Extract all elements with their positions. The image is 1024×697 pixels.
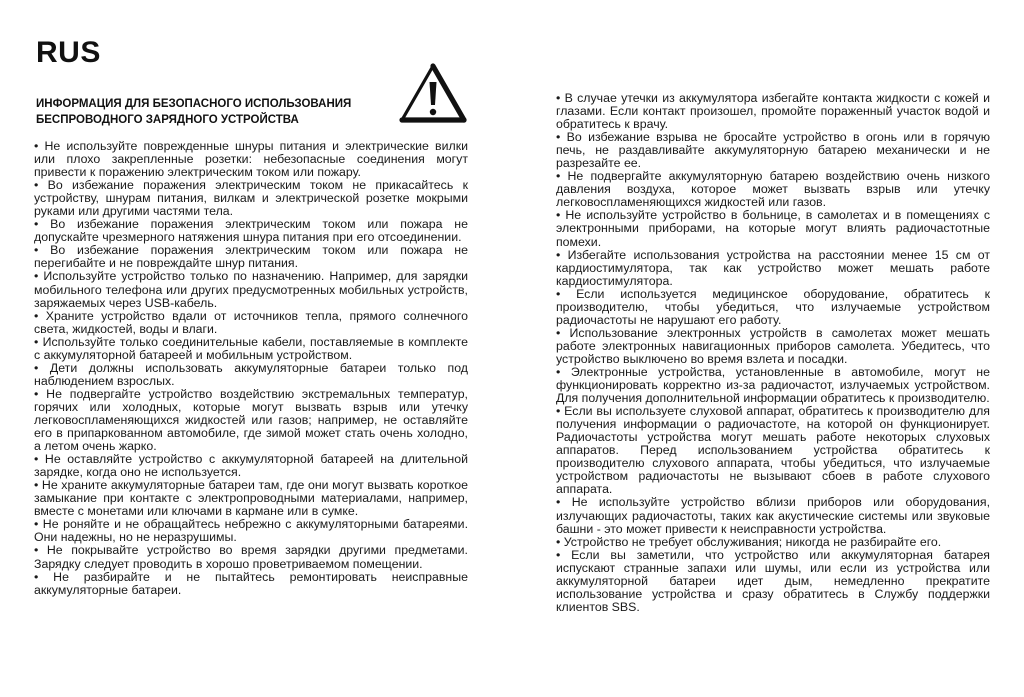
safety-paragraph: • Не покрывайте устройство во время зарядки другими предметами. Зарядку следует проводить в хорошо проветриваемом помещении. <box>34 543 468 571</box>
safety-paragraph: • Не используйте устройство вблизи приборов или оборудования, излучающих радиочастоты, таких как акустические системы или звуковые башни - это может привести к неисправности устройства. <box>556 495 990 536</box>
safety-paragraph: • Не храните аккумуляторные батареи там, где они могут вызвать короткое замыкание при контакте с электропроводными материалами, например, вместе с монетами или ключами в кармане или в сумке. <box>34 478 468 519</box>
safety-paragraph: • Не подвергайте устройство воздействию экстремальных температур, горячих или холодных, которые могут вызвать взрыв или утечку легковоспламеняющихся жидкостей или газов; например, не оставляйте его в припаркованном автомобиле, где зимой может стать очень холодно, а летом очень жарко. <box>34 386 468 454</box>
safety-paragraph: • Если используется медицинское оборудование, обратитесь к производителю, чтобы убедиться, что излучаемые устройством радиочастоты не нарушают его работу. <box>556 286 990 327</box>
safety-paragraph: • Во избежание поражения электрическим током или пожара не допускайте чрезмерного натяжения шнура питания при его отсоединении. <box>34 217 468 245</box>
warning-icon <box>398 62 468 124</box>
safety-paragraph: • Во избежание поражения электрическим током или пожара не перегибайте и не повреждайте шнур питания. <box>34 243 468 271</box>
safety-paragraph: • Не используйте устройство в больнице, в самолетах и в помещениях с электронными приборами, на которые могут влиять радиочастотные помехи. <box>556 208 990 249</box>
safety-paragraph: • Во избежание взрыва не бросайте устройство в огонь или в горячую печь, не раздавливайте аккумуляторную батарею механически и не разрезайте ее. <box>556 130 990 171</box>
safety-paragraph: • Дети должны использовать аккумуляторные батареи только под наблюдением взрослых. <box>34 360 468 388</box>
safety-paragraph: • Не подвергайте аккумуляторную батарею воздействию очень низкого давления воздуха, которое может вызвать взрыв или утечку легковоспламеняющихся жидкостей или газов. <box>556 169 990 210</box>
section-heading <box>36 96 396 128</box>
safety-paragraph: • Не роняйте и не обращайтесь небрежно с аккумуляторными батареями. Они надежны, но не неразрушимы. <box>34 517 468 545</box>
section-heading-line: БЕСПРОВОДНОГО ЗАРЯДНОГО УСТРОЙСТВА <box>36 114 299 126</box>
safety-paragraph: • Использование электронных устройств в самолетах может мешать работе электронных навигационных приборов самолета. Убедитесь, что устройство выключено во время взлета и посадки. <box>556 325 990 366</box>
safety-paragraph: • Электронные устройства, установленные в автомобиле, могут не функционировать корректно из-за радиочастот, излучаемых устройством. Для получения дополнительной информации обратитесь к производителю. <box>556 364 990 406</box>
safety-paragraph: • Не разбирайте и не пытайтесь ремонтировать неисправные аккумуляторные батареи. <box>34 569 468 597</box>
safety-paragraph: • Используйте только соединительные кабели, поставляемые в комплекте с аккумуляторной батареей и мобильным устройством. <box>34 334 468 362</box>
safety-paragraph: • Не используйте поврежденные шнуры питания и электрические вилки или плохо закрепленные розетки: небезопасные соединения могут привести к поражению электрическим током или пожару. <box>34 139 468 180</box>
safety-paragraph: • Используйте устройство только по назначению. Например, для зарядки мобильного телефона или других предусмотренных мобильных устройств, заряжаемых через USB-кабель. <box>34 269 468 310</box>
left-text-column <box>34 140 468 597</box>
safety-paragraph: • Если вы используете слуховой аппарат, обратитесь к производителю для получения информации о радиочастоте, на которой он функционирует. Радиочастоты устройства могут мешать работе некоторых слуховых аппаратов. Перед использованием устройства обратитесь к производителю слухового аппарата, чтобы убедиться, что излучаемые устройством радиочастоты не вызывают сбоев в работе слухового аппарата. <box>556 404 990 497</box>
right-text-column <box>556 92 990 614</box>
safety-paragraph: • В случае утечки из аккумулятора избегайте контакта жидкости с кожей и глазами. Если контакт произошел, промойте пораженный участок водой и обратитесь к врачу. <box>556 91 990 132</box>
safety-paragraph: • Храните устройство вдали от источников тепла, прямого солнечного света, жидкостей, воды и влаги. <box>34 308 468 336</box>
section-heading-line: ИНФОРМАЦИЯ ДЛЯ БЕЗОПАСНОГО ИСПОЛЬЗОВАНИЯ <box>36 98 352 110</box>
safety-paragraph: • Устройство не требует обслуживания; никогда не разбирайте его. <box>556 534 942 549</box>
safety-paragraph: • Во избежание поражения электрическим током не прикасайтесь к устройству, шнурам питания, вилкам и электрической розетке мокрыми руками или другими частями тела. <box>34 178 468 219</box>
language-code: RUS <box>36 36 101 69</box>
safety-paragraph: • Не оставляйте устройство с аккумуляторной батареей на длительной зарядке, когда оно не используется. <box>34 452 468 480</box>
safety-paragraph: • Если вы заметили, что устройство или аккумуляторная батарея испускают странные запахи или шумы, или если из устройства или аккумуляторной батареи идет дым, немедленно прекратите использование устройства и сразу обратитесь в Службу поддержки клиентов SBS. <box>556 547 990 614</box>
safety-paragraph: • Избегайте использования устройства на расстоянии менее 15 см от кардиостимулятора, так как устройство может мешать работе кардиостимулятора. <box>556 247 990 288</box>
